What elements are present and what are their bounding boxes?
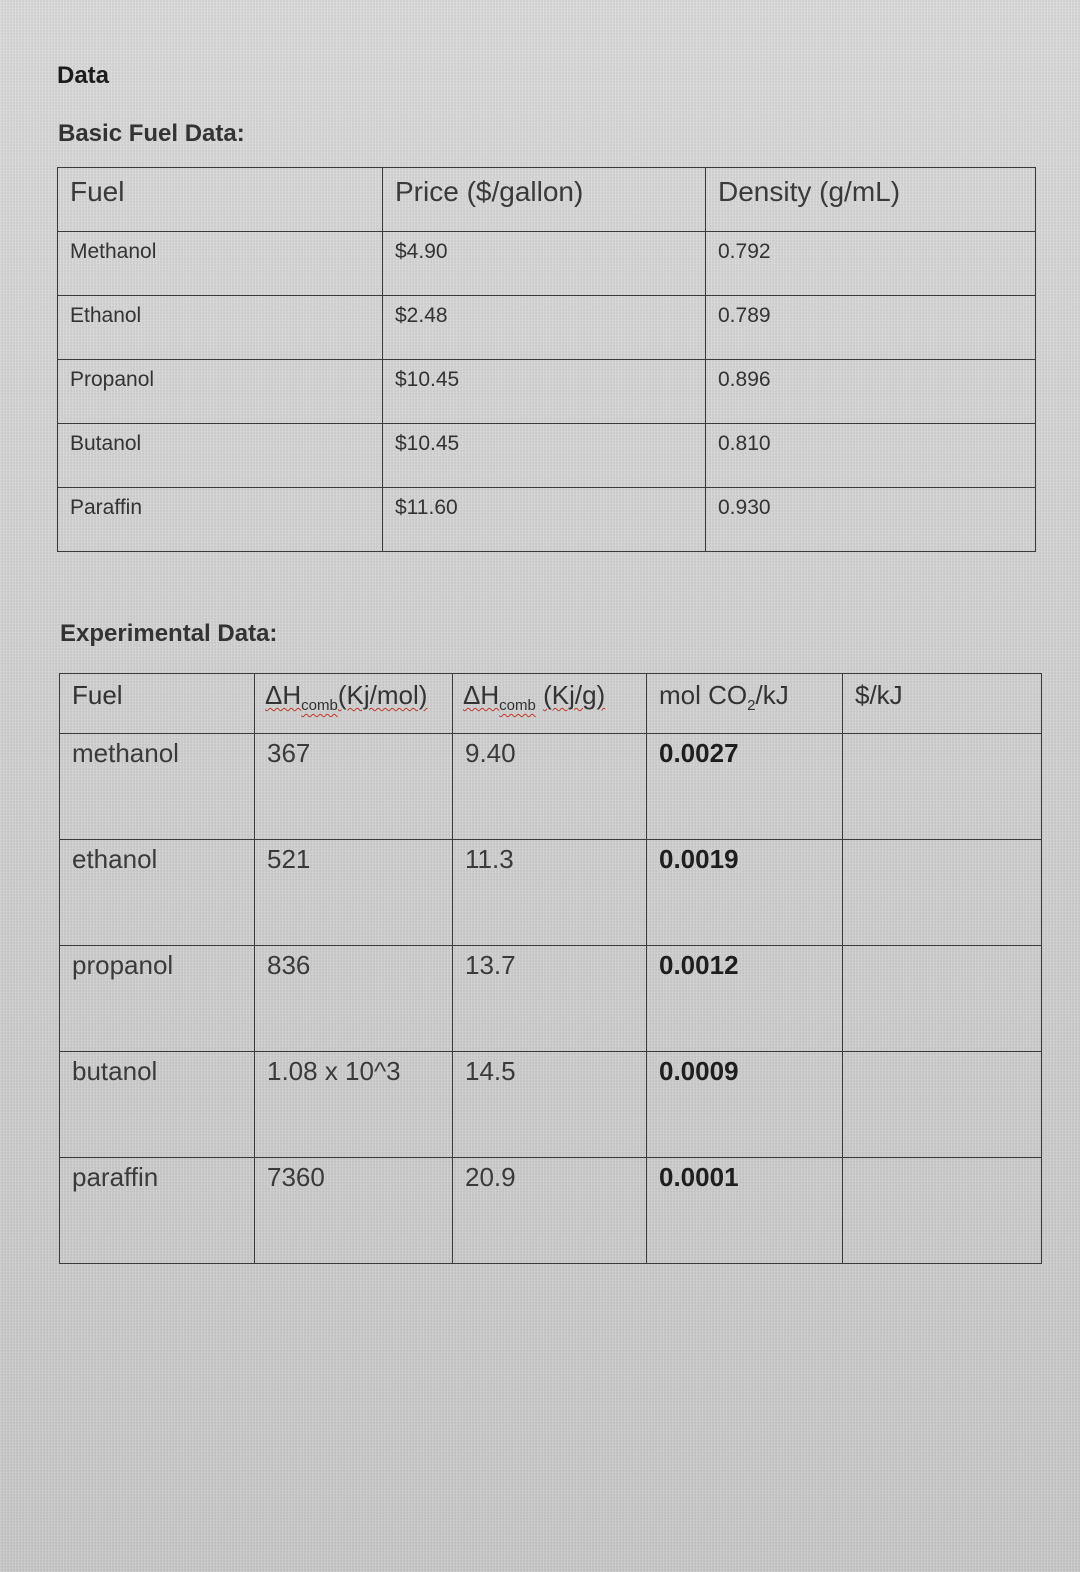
dh-g-cell: 20.9	[453, 1158, 647, 1264]
header-price: Price ($/gallon)	[383, 168, 706, 232]
density-cell: 0.810	[706, 424, 1036, 488]
fuel-cell: Propanol	[58, 360, 383, 424]
page-heading: Data	[57, 62, 110, 89]
fuel-cell: Butanol	[58, 424, 383, 488]
cost-cell	[843, 946, 1042, 1052]
table-row	[58, 360, 1036, 424]
fuel-cell: methanol	[60, 734, 255, 840]
header-dh-comb-per-mol	[255, 674, 453, 734]
fuel-cell: ethanol	[60, 840, 255, 946]
dh-g-cell: 9.40	[453, 734, 647, 840]
co2-cell: 0.0001	[647, 1158, 843, 1264]
price-cell: $4.90	[383, 232, 706, 296]
co2-subscript: 2	[747, 697, 756, 715]
table-row	[58, 424, 1036, 488]
table-row	[60, 1052, 1042, 1158]
price-cell: $10.45	[383, 360, 706, 424]
co2-cell: 0.0009	[647, 1052, 843, 1158]
density-cell: 0.896	[706, 360, 1036, 424]
density-cell: 0.789	[706, 296, 1036, 360]
dh-subscript: comb	[499, 697, 536, 715]
cost-cell	[843, 734, 1042, 840]
table-row	[60, 734, 1042, 840]
fuel-cell: Paraffin	[58, 488, 383, 552]
table-row	[58, 232, 1036, 296]
dh-mol-cell: 7360	[255, 1158, 453, 1264]
header-fuel: Fuel	[60, 674, 255, 734]
basic-fuel-data-table	[57, 167, 1036, 552]
experimental-data-table	[59, 673, 1042, 1264]
co2-cell: 0.0012	[647, 946, 843, 1052]
dh-unit: (Kj/g)	[543, 680, 606, 710]
table-row	[60, 946, 1042, 1052]
dh-g-cell: 14.5	[453, 1052, 647, 1158]
density-cell: 0.792	[706, 232, 1036, 296]
price-cell: $11.60	[383, 488, 706, 552]
dh-symbol: ΔH	[265, 680, 302, 710]
dh-mol-cell: 1.08 x 10^3	[255, 1052, 453, 1158]
co2-suffix: /kJ	[755, 680, 789, 710]
table-row	[60, 840, 1042, 946]
experimental-data-title: Experimental Data:	[60, 620, 278, 647]
table-row	[58, 296, 1036, 360]
dh-g-cell: 11.3	[453, 840, 647, 946]
dh-mol-cell: 836	[255, 946, 453, 1052]
header-fuel: Fuel	[58, 168, 383, 232]
header-density: Density (g/mL)	[706, 168, 1036, 232]
header-mol-co2-per-kj	[647, 674, 843, 734]
fuel-cell: paraffin	[60, 1158, 255, 1264]
basic-fuel-data-title: Basic Fuel Data:	[58, 120, 245, 147]
density-cell: 0.930	[706, 488, 1036, 552]
dh-symbol: ΔH	[463, 680, 500, 710]
cost-cell	[843, 840, 1042, 946]
table-row	[60, 1158, 1042, 1264]
dh-mol-cell: 521	[255, 840, 453, 946]
dh-unit: (Kj/mol)	[337, 680, 428, 710]
table-header-row	[58, 168, 1036, 232]
table-row	[58, 488, 1036, 552]
header-cost-per-kj: $/kJ	[843, 674, 1042, 734]
price-cell: $2.48	[383, 296, 706, 360]
cost-cell	[843, 1052, 1042, 1158]
dh-g-cell: 13.7	[453, 946, 647, 1052]
price-cell: $10.45	[383, 424, 706, 488]
fuel-cell: Ethanol	[58, 296, 383, 360]
dh-mol-cell: 367	[255, 734, 453, 840]
fuel-cell: butanol	[60, 1052, 255, 1158]
co2-prefix: mol CO	[659, 680, 748, 710]
co2-cell: 0.0019	[647, 840, 843, 946]
table-header-row	[60, 674, 1042, 734]
dh-subscript: comb	[301, 697, 338, 715]
cost-cell	[843, 1158, 1042, 1264]
fuel-cell: Methanol	[58, 232, 383, 296]
co2-cell: 0.0027	[647, 734, 843, 840]
header-dh-comb-per-gram	[453, 674, 647, 734]
fuel-cell: propanol	[60, 946, 255, 1052]
